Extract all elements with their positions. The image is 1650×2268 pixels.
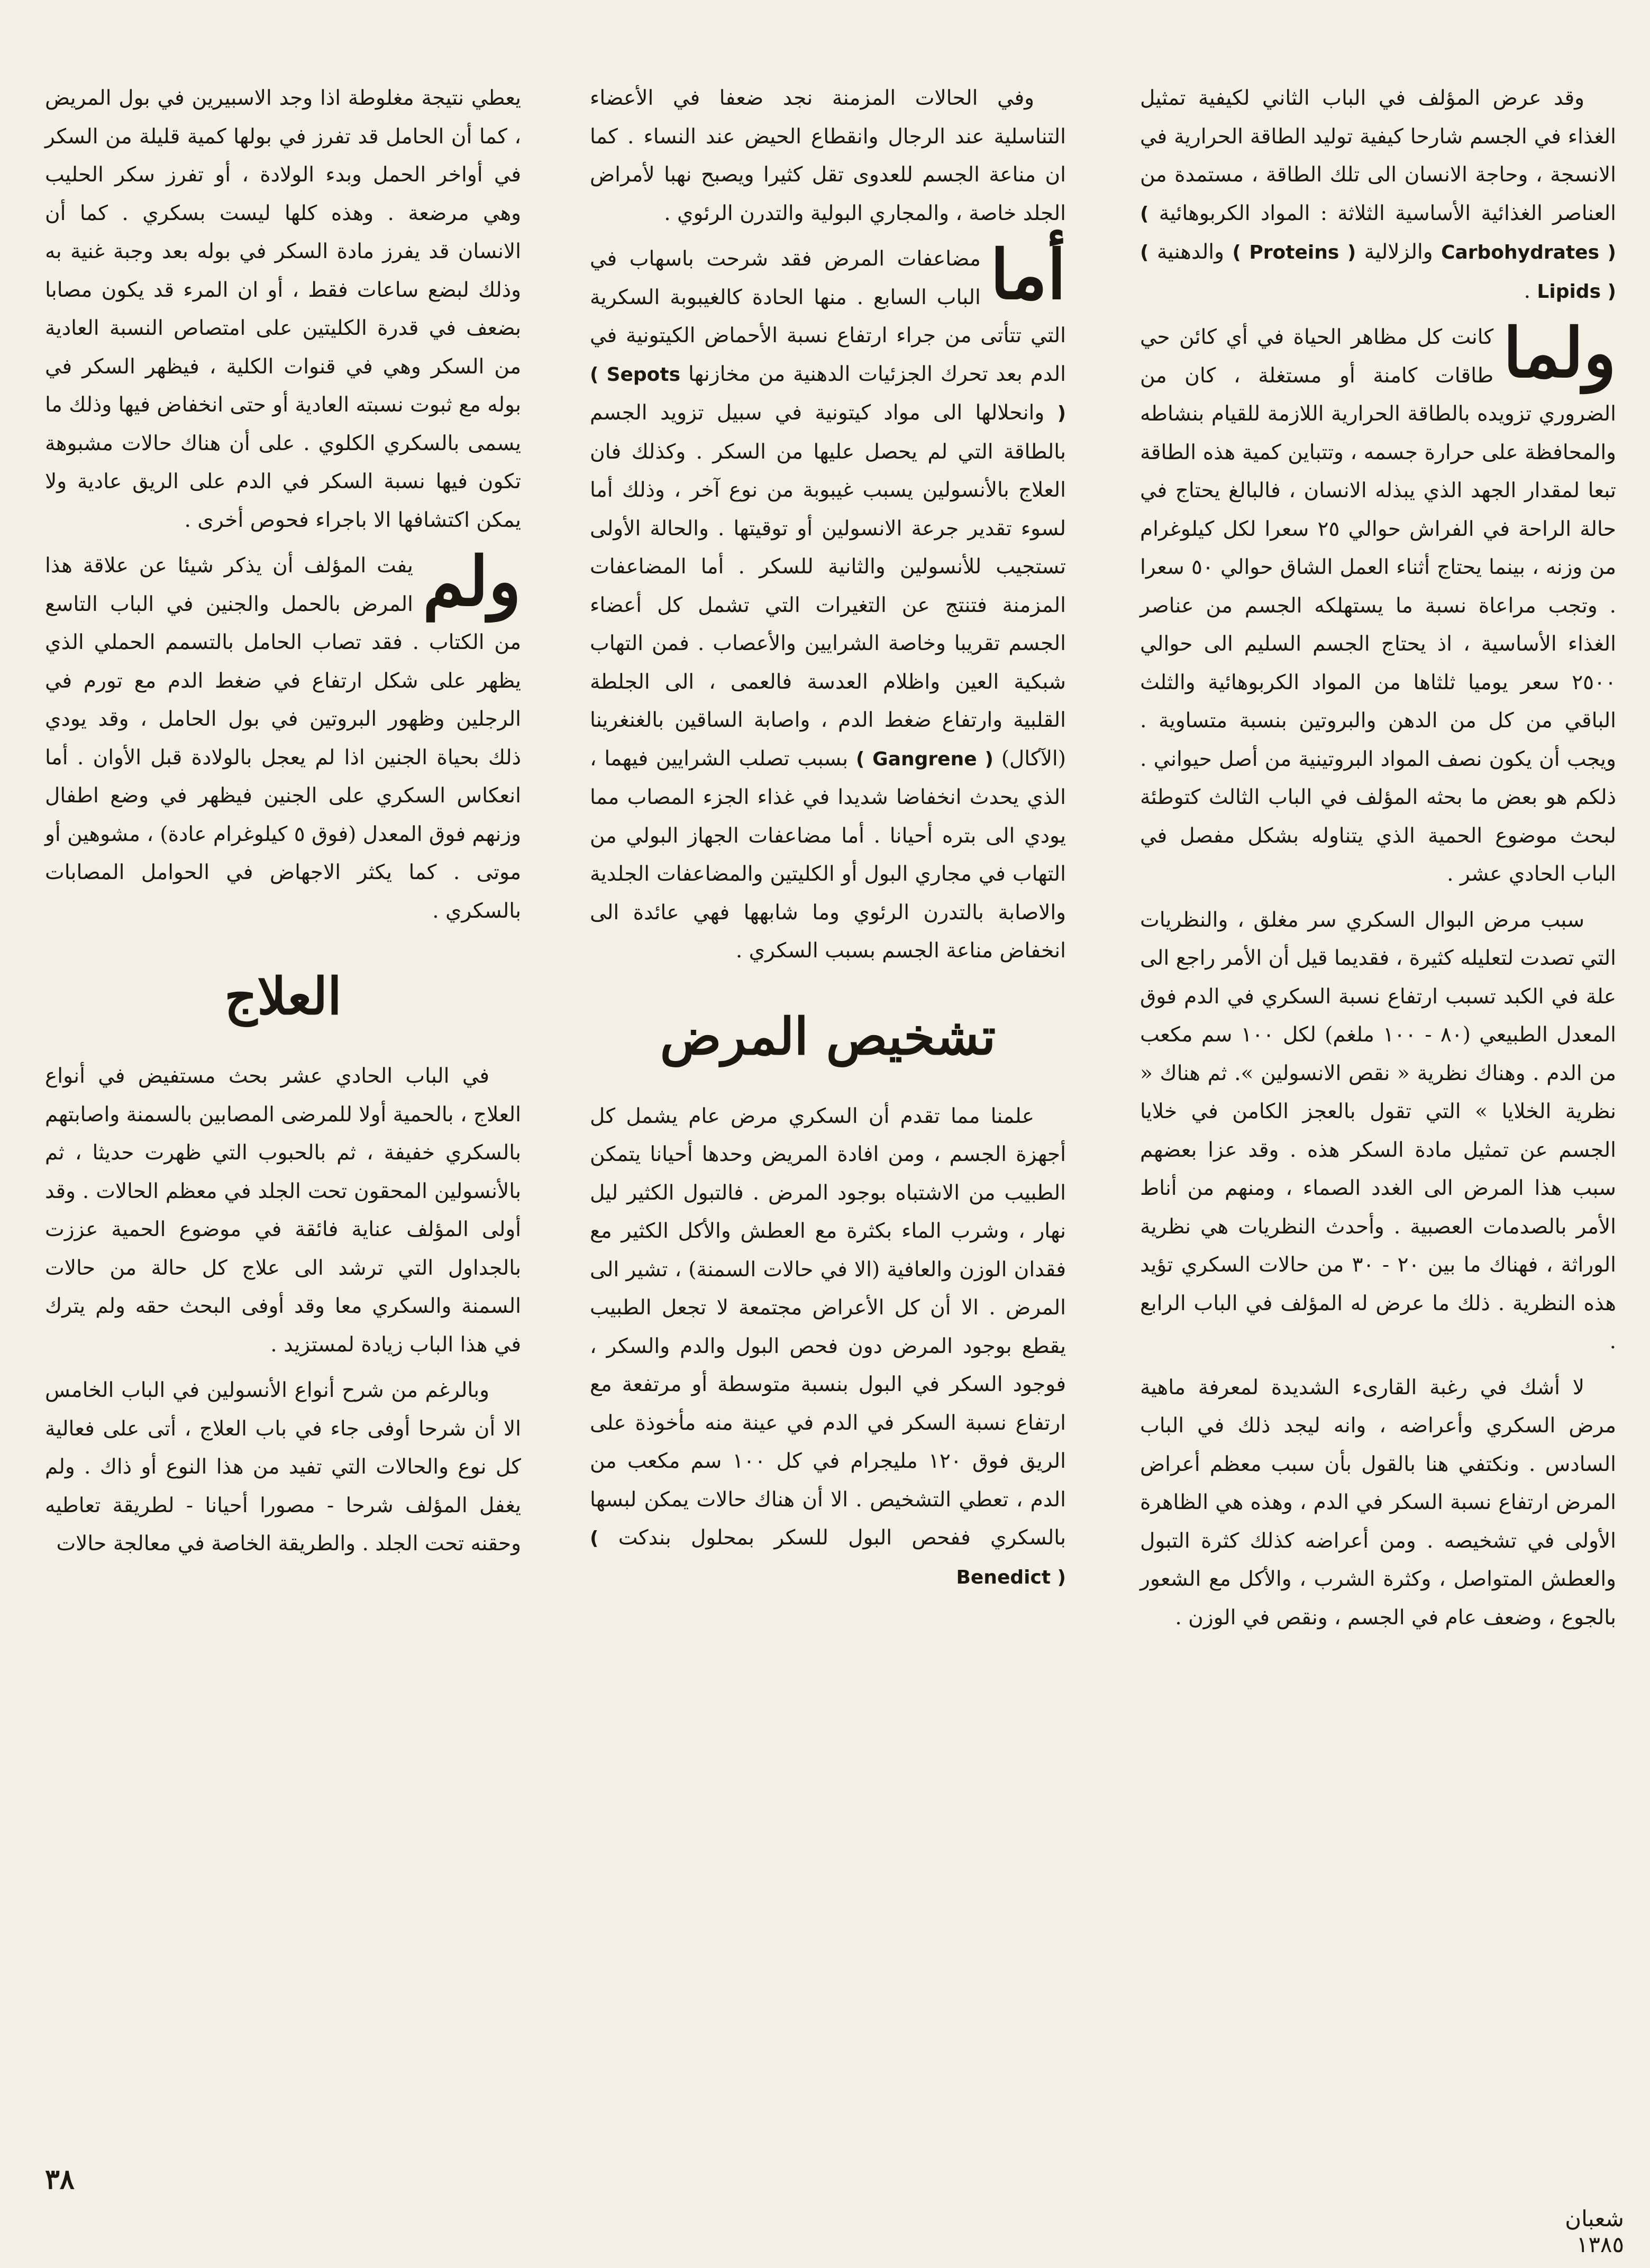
- text-run: والدهنية: [1156, 240, 1224, 264]
- latin-term: ( Benedict ): [590, 1528, 1066, 1588]
- paragraph: [590, 1098, 1066, 1597]
- text-run: والزلالية: [1364, 240, 1433, 264]
- latin-term: ( Lipids ): [1140, 242, 1616, 303]
- latin-term: ( Carbohydrates ): [1140, 203, 1617, 263]
- paragraph: [45, 542, 521, 930]
- page-number: ٣٨: [45, 2163, 75, 2196]
- column-right: [1140, 79, 1616, 1644]
- text-run: وقد عرض المؤلف في الباب الثاني لكيفية تمثيل الغذاء في الجسم شارحا كيفية توليد الطاقة الحرارية في الانسجة ، وحاجة الانسان الى تلك الطاقة ، مستمدة من العناصر الغذائية الأساسية الثلاثة : المواد الكربوهائية: [1140, 86, 1616, 225]
- latin-term: ( Gangrene ): [855, 748, 993, 770]
- latin-term: ( Sepots ): [590, 363, 1066, 424]
- section-heading: العلاج: [224, 966, 342, 1026]
- text-run: كانت كل مظاهر الحياة في أي كائن حي طاقات كامنة أو مستغلة ، كان من الضروري تزويده بالطاقة الحرارية اللازمة للقيام بنشاطه والمحافظة على حرارة جسمه ، وتتباين كمية هذه الطاقة تبعا لمقدار الجهد الذي يبذله الانسان ، فالبالغ يحتاج في حالة الراحة في الفراش حوالي ٢٥ سعرا لكل كيلوغرام من وزنه ، بينما يحتاج أثناء العمل الشاق حوالي ٥٠ سعرا . وتجب مراعاة نسبة ما يستهلكه الجسم من عناصر الغذاء الأساسية ، اذ يحتاج الجسم السليم الى حوالي ٢٥٠٠ سعر يوميا ثلثاها من المواد الكربوهائية والثلث الباقي من كل من الدهن والبروتين بنسبة متساوية . ويجب أن يكون نصف المواد البروتينية من أصل حيواني . ذلكم هو بعض ما بحثه المؤلف في الباب الثالث كتوطئة لبحث موضوع الحمية الذي يتناوله بشكل مفصل في الباب الحادي عشر .: [1140, 325, 1616, 886]
- paragraph: في الباب الحادي عشر بحث مستفيض في أنواع العلاج ، بالحمية أولا للمرضى المصابين بالسمنة واصابتهم بالسكري خفيفة ، ثم بالحبوب التي ظهرت حديثا ، ثم بالأنسولين المحقون تحت الجلد في معظم الحالات . وقد أولى المؤلف عناية فائقة في موضوع الحمية عززت بالجداول التي ترشد الى علاج كل حالة من حالات السمنة والسكري معا وقد أوفى البحث حقه ولم يترك في هذا الباب زيادة لمستزيد .: [45, 1064, 521, 1357]
- text-run: يفت المؤلف أن يذكر شيئا عن علاقة هذا المرض بالحمل والجنين في الباب التاسع من الكتاب . فقد تصاب الحامل بالتسمم الحملي الذي يظهر على شكل ارتفاع في ضغط الدم مع تورم في الرجلين وظهور البروتين في بول الحامل ، وقد يودي ذلك بحياة الجنين اذا لم يعجل بالولادة قبل الأوان . أما انعكاس السكري على الجنين فيظهر في وضع اطفال وزنهم فوق المعدل (فوق ٥ كيلوغرام عادة) ، مشوهين أو موتى . كما يكثر الاجهاض في الحوامل المصابات بالسكري .: [45, 554, 521, 923]
- paragraph: [1140, 79, 1616, 311]
- paragraph: لا أشك في رغبة القارىء الشديدة لمعرفة ماهية مرض السكري وأعراضه ، وانه ليجد ذلك في الباب السادس . ونكتفي هنا بالقول بأن سبب معظم أعراض المرض ارتفاع نسبة السكر في الدم ، وهذه هي الظاهرة الأولى في تشخيصه . ومن أعراضه كذلك كثرة التبول والعطش المتواصل ، وكثرة الشرب ، والأكل مع الشعور بالجوع ، وضعف عام في الجسم ، ونقص في الوزن .: [1140, 1375, 1616, 1630]
- paragraph: يعطي نتيجة مغلوطة اذا وجد الاسبيرين في بول المريض ، كما أن الحامل قد تفرز في بولها كمية قليلة من السكر في أواخر الحمل وبدء الولادة ، أو تفرز سكر الحليب وهي مرضعة . وهذه كلها ليست بسكري . كما أن الانسان قد يفرز مادة السكر في بوله بعد وجبة غنية به وذلك لبضع ساعات فقط ، أو ان المرء قد يكون مصابا بضعف في قدرة الكليتين على امتصاص النسبة العادية من السكر وهي في قنوات الكلية ، فيظهر السكر في بوله مع ثبوت نسبته العادية أو حتى انخفاض فيها وذلك ما يسمى بالسكري الكلوي . على أن هناك حالات مشبوهة تكون فيها نسبة السكر في الدم على الريق عادية ولا يمكن اكتشافها الا باجراء فحوص أخرى .: [45, 86, 521, 532]
- text-run: علمنا مما تقدم أن السكري مرض عام يشمل كل أجهزة الجسم ، ومن افادة المريض وحدها أحيانا يتمكن الطبيب من الاشتباه بوجود المرض . فالتبول الكثير ليل نهار ، وشرب الماء بكثرة مع العطش والأكل الكثير مع فقدان الوزن والعافية (الا في حالات السمنة) ، تشير الى المرض . الا أن كل الأعراض مجتمعة لا تجعل الطبيب يقطع بوجود المرض دون فحص البول والدم والسكر ، فوجود السكر في البول بنسبة متوسطة أو مرتفعة مع ارتفاع نسبة السكر في الدم في عينة منه مأخوذة على الريق فوق ١٢٠ مليجرام في كل ١٠٠ سم مكعب من الدم ، تعطي التشخيص . الا أن هناك حالات يمكن لبسها بالسكري ففحص البول للسكر بمحلول بندكت: [590, 1104, 1066, 1550]
- text-run: مضاعفات المرض فقد شرحت باسهاب في الباب السابع . منها الحادة كالغيبوبة السكرية التي تتأتى من جراء ارتفاع نسبة الأحماض الكيتونية في الدم بعد تحرك الجزئيات الدهنية من مخازنها: [590, 247, 1066, 386]
- column-middle: [590, 79, 1066, 1604]
- paragraph: سبب مرض البوال السكري سر مغلق ، والنظريات التي تصدت لتعليله كثيرة ، فقديما قيل أن الأمر راجع الى علة في الكبد تسبب ارتفاع نسبة السكري في الدم فوق المعدل الطبيعي (٨٠ - ١٠٠ ملغم) لكل ١٠٠ سم مكعب من الدم . وهناك نظرية « نقص الانسولين ». ثم هناك « نظرية الخلايا » التي تقول بالعجز الكامن في خلايا الجسم عن تمثيل مادة السكر هذه . وقد عزا بعضهم سبب هذا المرض الى الغدد الصماء ، ومنهم من أناط الأمر بالصدمات العصبية . وأحدث النظريات هي نظرية الوراثة ، فهناك ما بين ٢٠ - ٣٠ من حالات السكري تؤيد هذه النظرية . ذلك ما عرض له المؤلف في الباب الرابع .: [1140, 908, 1617, 1354]
- drop-cap: ولم: [423, 542, 521, 621]
- paragraph: وبالرغم من شرح أنواع الأنسولين في الباب الخامس الا أن شرحا أوفى جاء في باب العلاج ، أتى على فعالية كل نوع والحالات التي تفيد من هذا النوع أو ذاك . ولم يغفل المؤلف شرحا - مصورا أحيانا - لطريقة تعاطيه وحقنه تحت الجلد . والطريقة الخاصة في معالجة حالات: [45, 1378, 521, 1556]
- text-run: بسبب تصلب الشرايين فيهما ، الذي يحدث انخفاضا شديدا في غذاء الجزء المصاب مما يودي الى بتره أحيانا . أما مضاعفات الجهاز البولي من التهاب في مجاري البول أو الكليتين والمضاعفات الجلدية والاصابة بالتدرن الرئوي وما شابهها فهي عائدة الى انخفاض مناعة الجسم بسبب السكري .: [590, 746, 1066, 963]
- text-run: وانحلالها الى مواد كيتونية في سبيل تزويد الجسم بالطاقة التي لم يحصل عليها من السكر . وكذلك فان العلاج بالأنسولين يسبب غيبوبة من نوع آخر ، وذلك أما لسوء تقدير جرعة الانسولين أو توقيتها . والحالة الأولى تستجيب للأنسولين والثانية للسكر . أما المضاعفات المزمنة فتنتج عن التغيرات التي تشمل كل أعضاء الجسم تقريبا وخاصة الشرايين والأعصاب . فمن التهاب شبكية العين واظلام العدسة فالعمى ، الى الجلطة القلبية وارتفاع ضغط الدم ، واصابة الساقين بالغنغرينا (الآكال): [590, 401, 1066, 771]
- latin-term: ( Proteins ): [1232, 242, 1356, 263]
- paragraph: [590, 235, 1066, 971]
- paragraph: [1140, 314, 1616, 894]
- column-left: [45, 79, 521, 1571]
- drop-cap: أما: [990, 235, 1066, 315]
- drop-cap: ولما: [1503, 314, 1616, 393]
- issue-date: شعبان ١٣٨٥: [1565, 2206, 1624, 2257]
- section-heading: تشخيص المرض: [660, 1006, 996, 1066]
- text-run: .: [1524, 279, 1531, 303]
- paragraph: وفي الحالات المزمنة نجد ضعفا في الأعضاء التناسلية عند الرجال وانقطاع الحيض عند النساء . كما ان مناعة الجسم للعدوى تقل كثيرا ويصبح نهبا لأمراض الجلد خاصة ، والمجاري البولية والتدرن الرئوي .: [590, 86, 1066, 225]
